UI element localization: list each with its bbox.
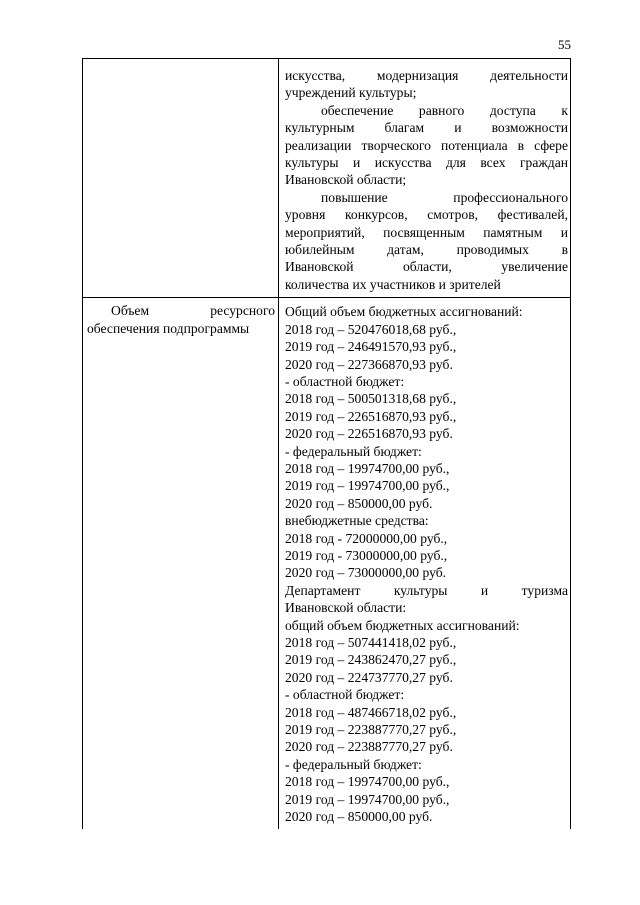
- text-line: Ивановской области:: [285, 600, 407, 616]
- text-line: обеспечение равного доступа к: [321, 102, 568, 118]
- text-line: юбилейным датам, проводимых в: [285, 242, 568, 258]
- text-line: учреждений культуры;: [285, 85, 417, 101]
- text-line: уровня конкурсов, смотров, фестивалей,: [285, 207, 568, 223]
- text-line: 2018 год – 520476018,68 руб.,: [285, 321, 457, 337]
- text-line: 2020 год – 850000,00 руб.: [285, 809, 433, 825]
- text-line: 2019 год – 223887770,27 руб.,: [285, 722, 457, 738]
- row-label-line: обеспечения подпрограммы: [87, 320, 250, 336]
- table-row: [83, 59, 571, 298]
- text-line: 2019 год – 19974700,00 руб.,: [285, 478, 450, 494]
- text-line: культуры и искусства для всех граждан: [285, 155, 568, 171]
- subprogram-passport-table: [82, 58, 571, 829]
- text-line: 2020 год – 226516870,93 руб.: [285, 426, 453, 442]
- text-line: культурным благам и возможности: [285, 120, 568, 136]
- text-line: 2020 год – 227366870,93 руб.: [285, 356, 453, 372]
- text-line: 2019 год – 243862470,27 руб.,: [285, 652, 457, 668]
- text-line: Ивановской области;: [285, 172, 407, 188]
- text-line: мероприятий, посвященным памятным и: [285, 224, 568, 240]
- text-line: 2018 год – 487466718,02 руб.,: [285, 704, 457, 720]
- text-line: реализации творческого потенциала в сфере: [285, 137, 568, 153]
- text-line: 2019 год – 246491570,93 руб.,: [285, 339, 457, 355]
- text-line: Ивановской области, увеличение: [285, 259, 568, 275]
- text-line: 2018 год – 19974700,00 руб.,: [285, 774, 450, 790]
- text-line: 2018 год - 72000000,00 руб.,: [285, 530, 448, 546]
- text-line: 2018 год – 19974700,00 руб.,: [285, 460, 450, 476]
- text-line: 2020 год – 73000000,00 руб.: [285, 565, 447, 581]
- table-row: [83, 298, 571, 830]
- text-line: 2020 год – 850000,00 руб.: [285, 495, 433, 511]
- text-line: 2018 год – 500501318,68 руб.,: [285, 391, 457, 407]
- row-value-cell: [279, 298, 571, 830]
- text-line: 2019 год - 73000000,00 руб.,: [285, 547, 448, 563]
- text-line: количества их участников и зрителей: [285, 276, 501, 292]
- row-value-cell: [279, 59, 571, 298]
- text-line: общий объем бюджетных ассигнований:: [285, 617, 520, 633]
- text-line: 2020 год – 224737770,27 руб.: [285, 669, 453, 685]
- row-label-cell: [83, 59, 279, 298]
- row-label-line: Объем ресурсного: [111, 303, 275, 319]
- text-line: 2020 год – 223887770,27 руб.: [285, 739, 453, 755]
- row-label-cell: [83, 298, 279, 830]
- text-line: повышение профессионального: [321, 189, 568, 205]
- page-number: 55: [558, 37, 571, 52]
- text-line: - областной бюджет:: [285, 687, 405, 703]
- text-line: внебюджетные средства:: [285, 513, 429, 529]
- text-line: искусства, модернизация деятельности: [285, 68, 568, 83]
- text-line: 2019 год – 226516870,93 руб.,: [285, 408, 457, 424]
- text-line: 2019 год – 19974700,00 руб.,: [285, 791, 450, 807]
- text-line: Общий объем бюджетных ассигнований:: [285, 304, 523, 320]
- text-line: 2018 год – 507441418,02 руб.,: [285, 635, 457, 650]
- text-line: Департамент культуры и туризма: [285, 582, 568, 598]
- text-line: - областной бюджет:: [285, 373, 405, 389]
- text-line: - федеральный бюджет:: [285, 756, 422, 772]
- text-line: - федеральный бюджет:: [285, 443, 422, 459]
